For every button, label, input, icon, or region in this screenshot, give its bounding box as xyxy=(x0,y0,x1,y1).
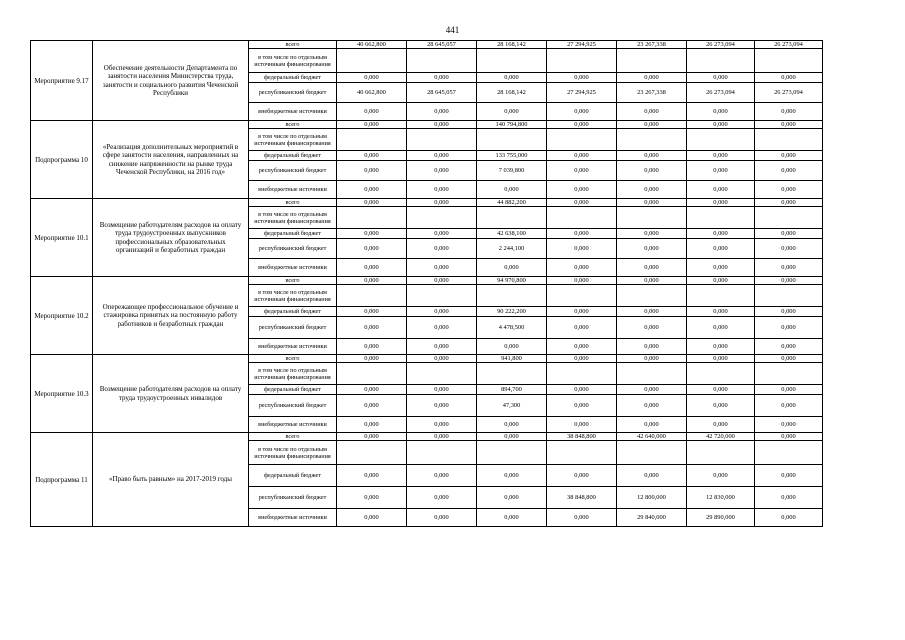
amount-cell xyxy=(755,363,823,385)
amount-cell xyxy=(547,49,617,73)
amount-cell: 0,000 xyxy=(687,355,755,363)
program-code: Мероприятие 10.2 xyxy=(31,277,93,355)
amount-cell xyxy=(477,441,547,465)
amount-cell: 0,000 xyxy=(617,355,687,363)
amount-cell: 26 273,094 xyxy=(687,41,755,49)
page-number: 441 xyxy=(445,25,460,35)
amount-cell: 0,000 xyxy=(687,465,755,487)
amount-cell: 0,000 xyxy=(337,509,407,527)
amount-cell: 0,000 xyxy=(617,161,687,181)
amount-cell: 0,000 xyxy=(547,385,617,395)
amount-cell xyxy=(407,441,477,465)
amount-cell: 27 294,925 xyxy=(547,41,617,49)
amount-cell: 0,000 xyxy=(477,181,547,199)
amount-cell: 0,000 xyxy=(407,417,477,433)
amount-cell: 28 645,057 xyxy=(407,83,477,103)
amount-cell: 0,000 xyxy=(337,307,407,317)
amount-cell: 0,000 xyxy=(755,307,823,317)
amount-cell: 0,000 xyxy=(337,181,407,199)
funding-source: федеральный бюджет xyxy=(249,465,337,487)
amount-cell xyxy=(407,207,477,229)
amount-cell: 0,000 xyxy=(407,199,477,207)
amount-cell xyxy=(687,49,755,73)
amount-cell: 0,000 xyxy=(687,229,755,239)
program-name: «Право быть равным» на 2017-2019 годы xyxy=(93,433,249,527)
amount-cell: 941,800 xyxy=(477,355,547,363)
amount-cell xyxy=(617,129,687,151)
amount-cell: 0,000 xyxy=(407,385,477,395)
funding-source: внебюджетные источники xyxy=(249,339,337,355)
amount-cell: 0,000 xyxy=(477,73,547,83)
amount-cell: 0,000 xyxy=(407,259,477,277)
amount-cell: 0,000 xyxy=(755,395,823,417)
amount-cell: 0,000 xyxy=(547,395,617,417)
amount-cell: 0,000 xyxy=(617,151,687,161)
amount-cell: 0,000 xyxy=(337,487,407,509)
amount-cell xyxy=(687,363,755,385)
amount-cell: 38 848,800 xyxy=(547,433,617,441)
amount-cell: 26 273,094 xyxy=(755,41,823,49)
amount-cell xyxy=(755,129,823,151)
amount-cell: 27 294,925 xyxy=(547,83,617,103)
amount-cell: 0,000 xyxy=(687,277,755,285)
amount-cell xyxy=(547,207,617,229)
amount-cell: 0,000 xyxy=(617,229,687,239)
amount-cell: 0,000 xyxy=(687,121,755,129)
amount-cell: 0,000 xyxy=(477,487,547,509)
amount-cell: 0,000 xyxy=(687,307,755,317)
amount-cell: 0,000 xyxy=(755,355,823,363)
amount-cell: 0,000 xyxy=(687,395,755,417)
amount-cell: 0,000 xyxy=(407,355,477,363)
amount-cell: 23 267,338 xyxy=(617,41,687,49)
amount-cell xyxy=(407,285,477,307)
amount-cell: 0,000 xyxy=(477,103,547,121)
amount-cell: 0,000 xyxy=(547,239,617,259)
amount-cell: 0,000 xyxy=(617,317,687,339)
amount-cell: 12 830,000 xyxy=(687,487,755,509)
amount-cell: 133 755,000 xyxy=(477,151,547,161)
amount-cell: 0,000 xyxy=(407,317,477,339)
amount-cell: 29 890,000 xyxy=(687,509,755,527)
amount-cell xyxy=(477,129,547,151)
amount-cell: 0,000 xyxy=(547,317,617,339)
amount-cell: 0,000 xyxy=(407,161,477,181)
amount-cell: 894,700 xyxy=(477,385,547,395)
amount-cell: 0,000 xyxy=(407,229,477,239)
amount-cell: 0,000 xyxy=(547,161,617,181)
program-code: Подпрограмма 11 xyxy=(31,433,93,527)
amount-cell: 0,000 xyxy=(547,465,617,487)
amount-cell: 90 222,200 xyxy=(477,307,547,317)
amount-cell: 0,000 xyxy=(477,339,547,355)
amount-cell: 0,000 xyxy=(687,181,755,199)
amount-cell xyxy=(755,207,823,229)
amount-cell: 0,000 xyxy=(617,103,687,121)
amount-cell: 0,000 xyxy=(477,259,547,277)
amount-cell: 0,000 xyxy=(407,487,477,509)
funding-source: федеральный бюджет xyxy=(249,385,337,395)
funding-source: внебюджетные источники xyxy=(249,417,337,433)
amount-cell xyxy=(407,363,477,385)
amount-cell: 0,000 xyxy=(617,395,687,417)
amount-cell: 0,000 xyxy=(755,277,823,285)
amount-cell: 0,000 xyxy=(477,509,547,527)
funding-source: всего xyxy=(249,355,337,363)
program-code: Мероприятие 9.17 xyxy=(31,41,93,121)
amount-cell: 0,000 xyxy=(547,339,617,355)
amount-cell: 0,000 xyxy=(755,229,823,239)
budget-table xyxy=(30,40,823,527)
amount-cell: 0,000 xyxy=(755,181,823,199)
amount-cell: 0,000 xyxy=(337,103,407,121)
amount-cell: 0,000 xyxy=(687,339,755,355)
amount-cell xyxy=(337,49,407,73)
amount-cell: 0,000 xyxy=(337,277,407,285)
amount-cell: 0,000 xyxy=(547,277,617,285)
amount-cell: 0,000 xyxy=(755,417,823,433)
amount-cell: 28 645,057 xyxy=(407,41,477,49)
amount-cell xyxy=(755,285,823,307)
amount-cell: 26 273,094 xyxy=(755,83,823,103)
amount-cell xyxy=(755,441,823,465)
program-name: Возмещение работодателям расходов на оплату труда трудоустроенных инвалидов xyxy=(93,355,249,433)
amount-cell: 0,000 xyxy=(687,317,755,339)
amount-cell xyxy=(687,441,755,465)
amount-cell xyxy=(687,285,755,307)
amount-cell: 0,000 xyxy=(547,509,617,527)
amount-cell: 0,000 xyxy=(477,433,547,441)
amount-cell: 40 662,800 xyxy=(337,83,407,103)
funding-source: всего xyxy=(249,121,337,129)
amount-cell: 0,000 xyxy=(617,339,687,355)
amount-cell: 0,000 xyxy=(755,385,823,395)
amount-cell: 0,000 xyxy=(547,181,617,199)
funding-source: в том числе по отдельным источникам финансирования xyxy=(249,49,337,73)
amount-cell: 0,000 xyxy=(547,417,617,433)
amount-cell xyxy=(477,49,547,73)
table-row xyxy=(31,41,823,49)
funding-source: республиканский бюджет xyxy=(249,317,337,339)
amount-cell xyxy=(337,285,407,307)
amount-cell: 0,000 xyxy=(755,259,823,277)
amount-cell: 0,000 xyxy=(755,73,823,83)
funding-source: федеральный бюджет xyxy=(249,307,337,317)
amount-cell: 0,000 xyxy=(407,509,477,527)
amount-cell xyxy=(617,285,687,307)
amount-cell: 23 267,338 xyxy=(617,83,687,103)
amount-cell: 140 794,800 xyxy=(477,121,547,129)
amount-cell: 0,000 xyxy=(337,73,407,83)
funding-source: республиканский бюджет xyxy=(249,395,337,417)
amount-cell xyxy=(337,129,407,151)
funding-source: внебюджетные источники xyxy=(249,509,337,527)
table-row xyxy=(31,199,823,207)
funding-source: республиканский бюджет xyxy=(249,487,337,509)
amount-cell: 0,000 xyxy=(617,259,687,277)
amount-cell xyxy=(477,285,547,307)
amount-cell: 40 662,800 xyxy=(337,41,407,49)
amount-cell: 0,000 xyxy=(755,103,823,121)
amount-cell: 0,000 xyxy=(407,103,477,121)
amount-cell: 0,000 xyxy=(407,73,477,83)
funding-source: в том числе по отдельным источникам финансирования xyxy=(249,363,337,385)
amount-cell: 0,000 xyxy=(337,121,407,129)
amount-cell: 0,000 xyxy=(755,465,823,487)
funding-source: федеральный бюджет xyxy=(249,73,337,83)
amount-cell: 42 720,000 xyxy=(687,433,755,441)
amount-cell: 12 800,000 xyxy=(617,487,687,509)
amount-cell: 0,000 xyxy=(755,121,823,129)
amount-cell: 0,000 xyxy=(547,355,617,363)
amount-cell: 0,000 xyxy=(407,277,477,285)
amount-cell xyxy=(617,363,687,385)
amount-cell xyxy=(337,441,407,465)
program-name: Возмещение работодателям расходов на оплату труда трудоустроенных выпускников профессиональных образовательных организаций и безработных граждан xyxy=(93,199,249,277)
amount-cell xyxy=(407,49,477,73)
table-row xyxy=(31,433,823,441)
amount-cell: 29 840,000 xyxy=(617,509,687,527)
funding-source: внебюджетные источники xyxy=(249,259,337,277)
program-name: Обеспечение деятельности Департамента по занятости населения Министерства труда, занятости и социального развития Чеченской Республики xyxy=(93,41,249,121)
amount-cell xyxy=(477,207,547,229)
amount-cell: 0,000 xyxy=(477,465,547,487)
amount-cell: 94 970,800 xyxy=(477,277,547,285)
amount-cell xyxy=(547,363,617,385)
amount-cell: 0,000 xyxy=(547,229,617,239)
amount-cell xyxy=(617,49,687,73)
funding-source: в том числе по отдельным источникам финансирования xyxy=(249,207,337,229)
amount-cell: 0,000 xyxy=(407,307,477,317)
amount-cell: 0,000 xyxy=(547,103,617,121)
amount-cell xyxy=(547,129,617,151)
funding-source: республиканский бюджет xyxy=(249,161,337,181)
amount-cell: 0,000 xyxy=(617,181,687,199)
funding-source: республиканский бюджет xyxy=(249,83,337,103)
amount-cell: 0,000 xyxy=(617,465,687,487)
amount-cell: 0,000 xyxy=(407,433,477,441)
amount-cell xyxy=(755,49,823,73)
amount-cell: 0,000 xyxy=(617,385,687,395)
amount-cell: 0,000 xyxy=(755,199,823,207)
amount-cell: 0,000 xyxy=(407,339,477,355)
amount-cell: 38 848,800 xyxy=(547,487,617,509)
funding-source: федеральный бюджет xyxy=(249,151,337,161)
amount-cell: 28 168,142 xyxy=(477,83,547,103)
amount-cell: 0,000 xyxy=(617,239,687,259)
amount-cell: 0,000 xyxy=(337,385,407,395)
funding-source: федеральный бюджет xyxy=(249,229,337,239)
amount-cell: 0,000 xyxy=(337,317,407,339)
amount-cell: 0,000 xyxy=(337,151,407,161)
amount-cell: 0,000 xyxy=(547,73,617,83)
amount-cell: 7 039,800 xyxy=(477,161,547,181)
funding-source: в том числе по отдельным источникам финансирования xyxy=(249,285,337,307)
amount-cell: 0,000 xyxy=(755,433,823,441)
amount-cell: 0,000 xyxy=(407,181,477,199)
amount-cell: 0,000 xyxy=(687,239,755,259)
amount-cell xyxy=(407,129,477,151)
amount-cell: 0,000 xyxy=(337,229,407,239)
table-row xyxy=(31,355,823,363)
amount-cell: 0,000 xyxy=(337,239,407,259)
amount-cell: 0,000 xyxy=(337,339,407,355)
program-code: Мероприятие 10.3 xyxy=(31,355,93,433)
amount-cell: 0,000 xyxy=(617,417,687,433)
amount-cell: 0,000 xyxy=(337,259,407,277)
amount-cell xyxy=(617,207,687,229)
amount-cell: 26 273,094 xyxy=(687,83,755,103)
amount-cell: 0,000 xyxy=(337,395,407,417)
amount-cell: 0,000 xyxy=(687,151,755,161)
table-row xyxy=(31,277,823,285)
amount-cell: 0,000 xyxy=(755,151,823,161)
amount-cell xyxy=(477,363,547,385)
amount-cell: 0,000 xyxy=(687,199,755,207)
amount-cell: 0,000 xyxy=(337,199,407,207)
amount-cell: 0,000 xyxy=(337,355,407,363)
amount-cell: 0,000 xyxy=(755,487,823,509)
amount-cell: 0,000 xyxy=(337,417,407,433)
amount-cell: 0,000 xyxy=(407,121,477,129)
amount-cell: 0,000 xyxy=(755,509,823,527)
amount-cell: 0,000 xyxy=(617,199,687,207)
amount-cell: 0,000 xyxy=(547,121,617,129)
funding-source: всего xyxy=(249,199,337,207)
amount-cell: 0,000 xyxy=(687,73,755,83)
amount-cell: 0,000 xyxy=(755,161,823,181)
funding-source: в том числе по отдельным источникам финансирования xyxy=(249,129,337,151)
amount-cell: 0,000 xyxy=(687,417,755,433)
amount-cell xyxy=(617,441,687,465)
amount-cell: 0,000 xyxy=(337,161,407,181)
funding-source: всего xyxy=(249,433,337,441)
amount-cell: 0,000 xyxy=(337,433,407,441)
program-name: Опережающее профессиональное обучение и стажировка принятых на постоянную работу работников и безработных граждан xyxy=(93,277,249,355)
amount-cell: 0,000 xyxy=(687,259,755,277)
amount-cell xyxy=(687,207,755,229)
amount-cell: 0,000 xyxy=(547,307,617,317)
amount-cell: 0,000 xyxy=(547,151,617,161)
funding-source: всего xyxy=(249,41,337,49)
amount-cell xyxy=(337,363,407,385)
amount-cell: 0,000 xyxy=(755,317,823,339)
amount-cell xyxy=(337,207,407,229)
amount-cell: 42 640,000 xyxy=(617,433,687,441)
amount-cell: 0,000 xyxy=(547,199,617,207)
program-code: Подпрограмма 10 xyxy=(31,121,93,199)
funding-source: внебюджетные источники xyxy=(249,181,337,199)
program-name: «Реализация дополнительных мероприятий в сфере занятости населения, направленных на снижение напряженности на рынке труда Чеченской Республики, на 2016 год» xyxy=(93,121,249,199)
amount-cell: 4 478,500 xyxy=(477,317,547,339)
amount-cell xyxy=(687,129,755,151)
amount-cell xyxy=(547,285,617,307)
amount-cell: 47,300 xyxy=(477,395,547,417)
funding-source: всего xyxy=(249,277,337,285)
program-code: Мероприятие 10.1 xyxy=(31,199,93,277)
amount-cell: 44 882,200 xyxy=(477,199,547,207)
amount-cell: 0,000 xyxy=(407,239,477,259)
amount-cell: 0,000 xyxy=(687,161,755,181)
amount-cell: 42 638,100 xyxy=(477,229,547,239)
funding-source: внебюджетные источники xyxy=(249,103,337,121)
amount-cell: 2 244,100 xyxy=(477,239,547,259)
amount-cell: 0,000 xyxy=(755,239,823,259)
amount-cell: 28 168,142 xyxy=(477,41,547,49)
amount-cell: 0,000 xyxy=(617,73,687,83)
amount-cell: 0,000 xyxy=(477,417,547,433)
amount-cell: 0,000 xyxy=(755,339,823,355)
amount-cell: 0,000 xyxy=(407,395,477,417)
amount-cell: 0,000 xyxy=(407,465,477,487)
amount-cell: 0,000 xyxy=(687,103,755,121)
funding-source: республиканский бюджет xyxy=(249,239,337,259)
amount-cell: 0,000 xyxy=(617,307,687,317)
amount-cell: 0,000 xyxy=(687,385,755,395)
amount-cell xyxy=(547,441,617,465)
amount-cell: 0,000 xyxy=(547,259,617,277)
amount-cell: 0,000 xyxy=(617,277,687,285)
table-row xyxy=(31,121,823,129)
amount-cell: 0,000 xyxy=(617,121,687,129)
funding-source: в том числе по отдельным источникам финансирования xyxy=(249,441,337,465)
amount-cell: 0,000 xyxy=(337,465,407,487)
amount-cell: 0,000 xyxy=(407,151,477,161)
